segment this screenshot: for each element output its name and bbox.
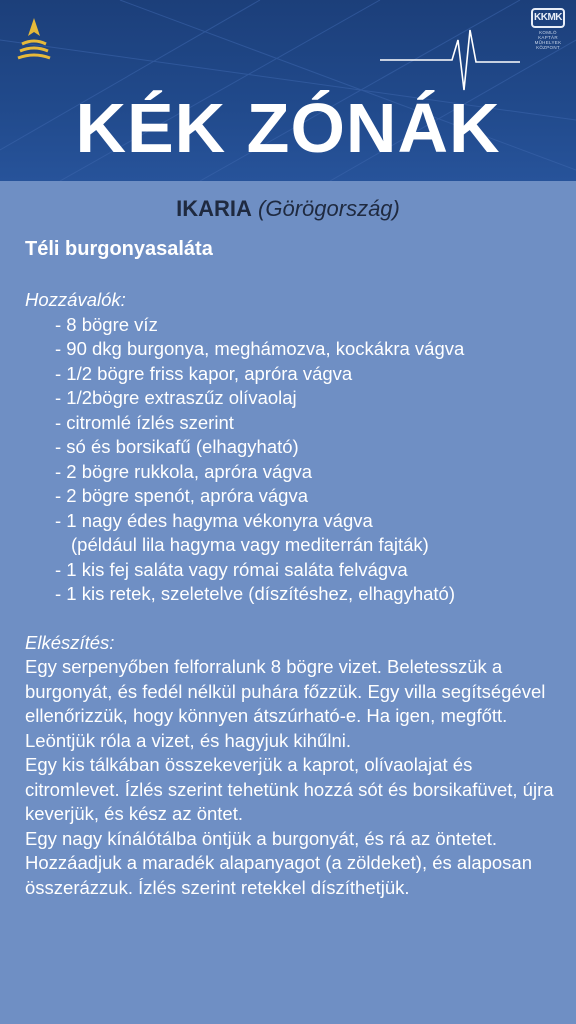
list-item: - 2 bögre rukkola, apróra vágva — [55, 460, 313, 482]
list-item: - 2 bögre spenót, apróra vágva — [55, 485, 308, 506]
list-item: - citromlé ízlés szerint — [55, 411, 234, 433]
region-country: (Görögország) — [258, 196, 400, 221]
region-heading — [0, 195, 576, 223]
list-item: - só és borsikafű (elhagyható) — [55, 436, 299, 457]
church-logo-icon — [14, 14, 54, 64]
kkmk-logo-subtext: KOMLÓ KAPTÁR MŰHELYEK KÖZPONT — [534, 30, 562, 50]
heartbeat-line — [380, 30, 520, 90]
recipe-content — [25, 288, 565, 900]
recipe-title: Téli burgonyasaláta — [25, 238, 213, 260]
kkmk-logo-mark: KKMK — [531, 8, 565, 28]
header-banner — [0, 0, 576, 181]
kkmk-logo — [527, 8, 569, 48]
preparation-paragraph: Egy serpenyőben felforralunk 8 bögre vizet. Beletesszük a burgonyát, és fedél nélkül puhára főzzük. Egy villa segítségével ellenőrizzük, hogy könnyen átszúrható-e. Ha igen, megfőtt. Leöntjük róla a vizet, és hagyjuk kihűlni. — [25, 656, 546, 751]
list-item: - 8 bögre víz — [55, 313, 158, 335]
page-title: KÉK ZÓNÁK — [75, 89, 501, 167]
list-item: - 1 kis fej saláta vagy római saláta felvágva — [55, 558, 408, 580]
preparation-paragraph: Egy kis tálkában összekeverjük a kaprot, olívaolajat és citromlevet. Ízlés szerint tehetünk hozzá sót és borsikafüvet, újra keverjük, és kész az öntet. — [25, 754, 554, 824]
region-name: IKARIA — [176, 196, 252, 221]
list-item: - 90 dkg burgonya, meghámozva, kockákra vágva — [55, 338, 465, 359]
preparation-label: Elkészítés: — [25, 631, 115, 653]
ingredients-list — [25, 313, 565, 607]
preparation-section — [25, 631, 565, 901]
list-item-continuation: (például lila hagyma vagy mediterrán fajták) — [71, 534, 429, 555]
preparation-paragraph: Egy nagy kínálótálba öntjük a burgonyát, és rá az öntetet. — [25, 827, 498, 849]
list-item: - 1/2bögre extraszűz olívaolaj — [55, 387, 297, 408]
list-item: - 1 nagy édes hagyma vékonyra vágva — [55, 509, 373, 531]
ingredients-label: Hozzávalók: — [25, 289, 126, 310]
preparation-paragraph: Hozzáadjuk a maradék alapanyagot (a zöldeket), és alaposan összerázzuk. Ízlés szerint retekkel díszíthetjük. — [25, 852, 533, 898]
list-item: - 1/2 bögre friss kapor, apróra vágva — [55, 362, 353, 384]
list-item: - 1 kis retek, szeletelve (díszítéshez, elhagyható) — [55, 583, 455, 604]
